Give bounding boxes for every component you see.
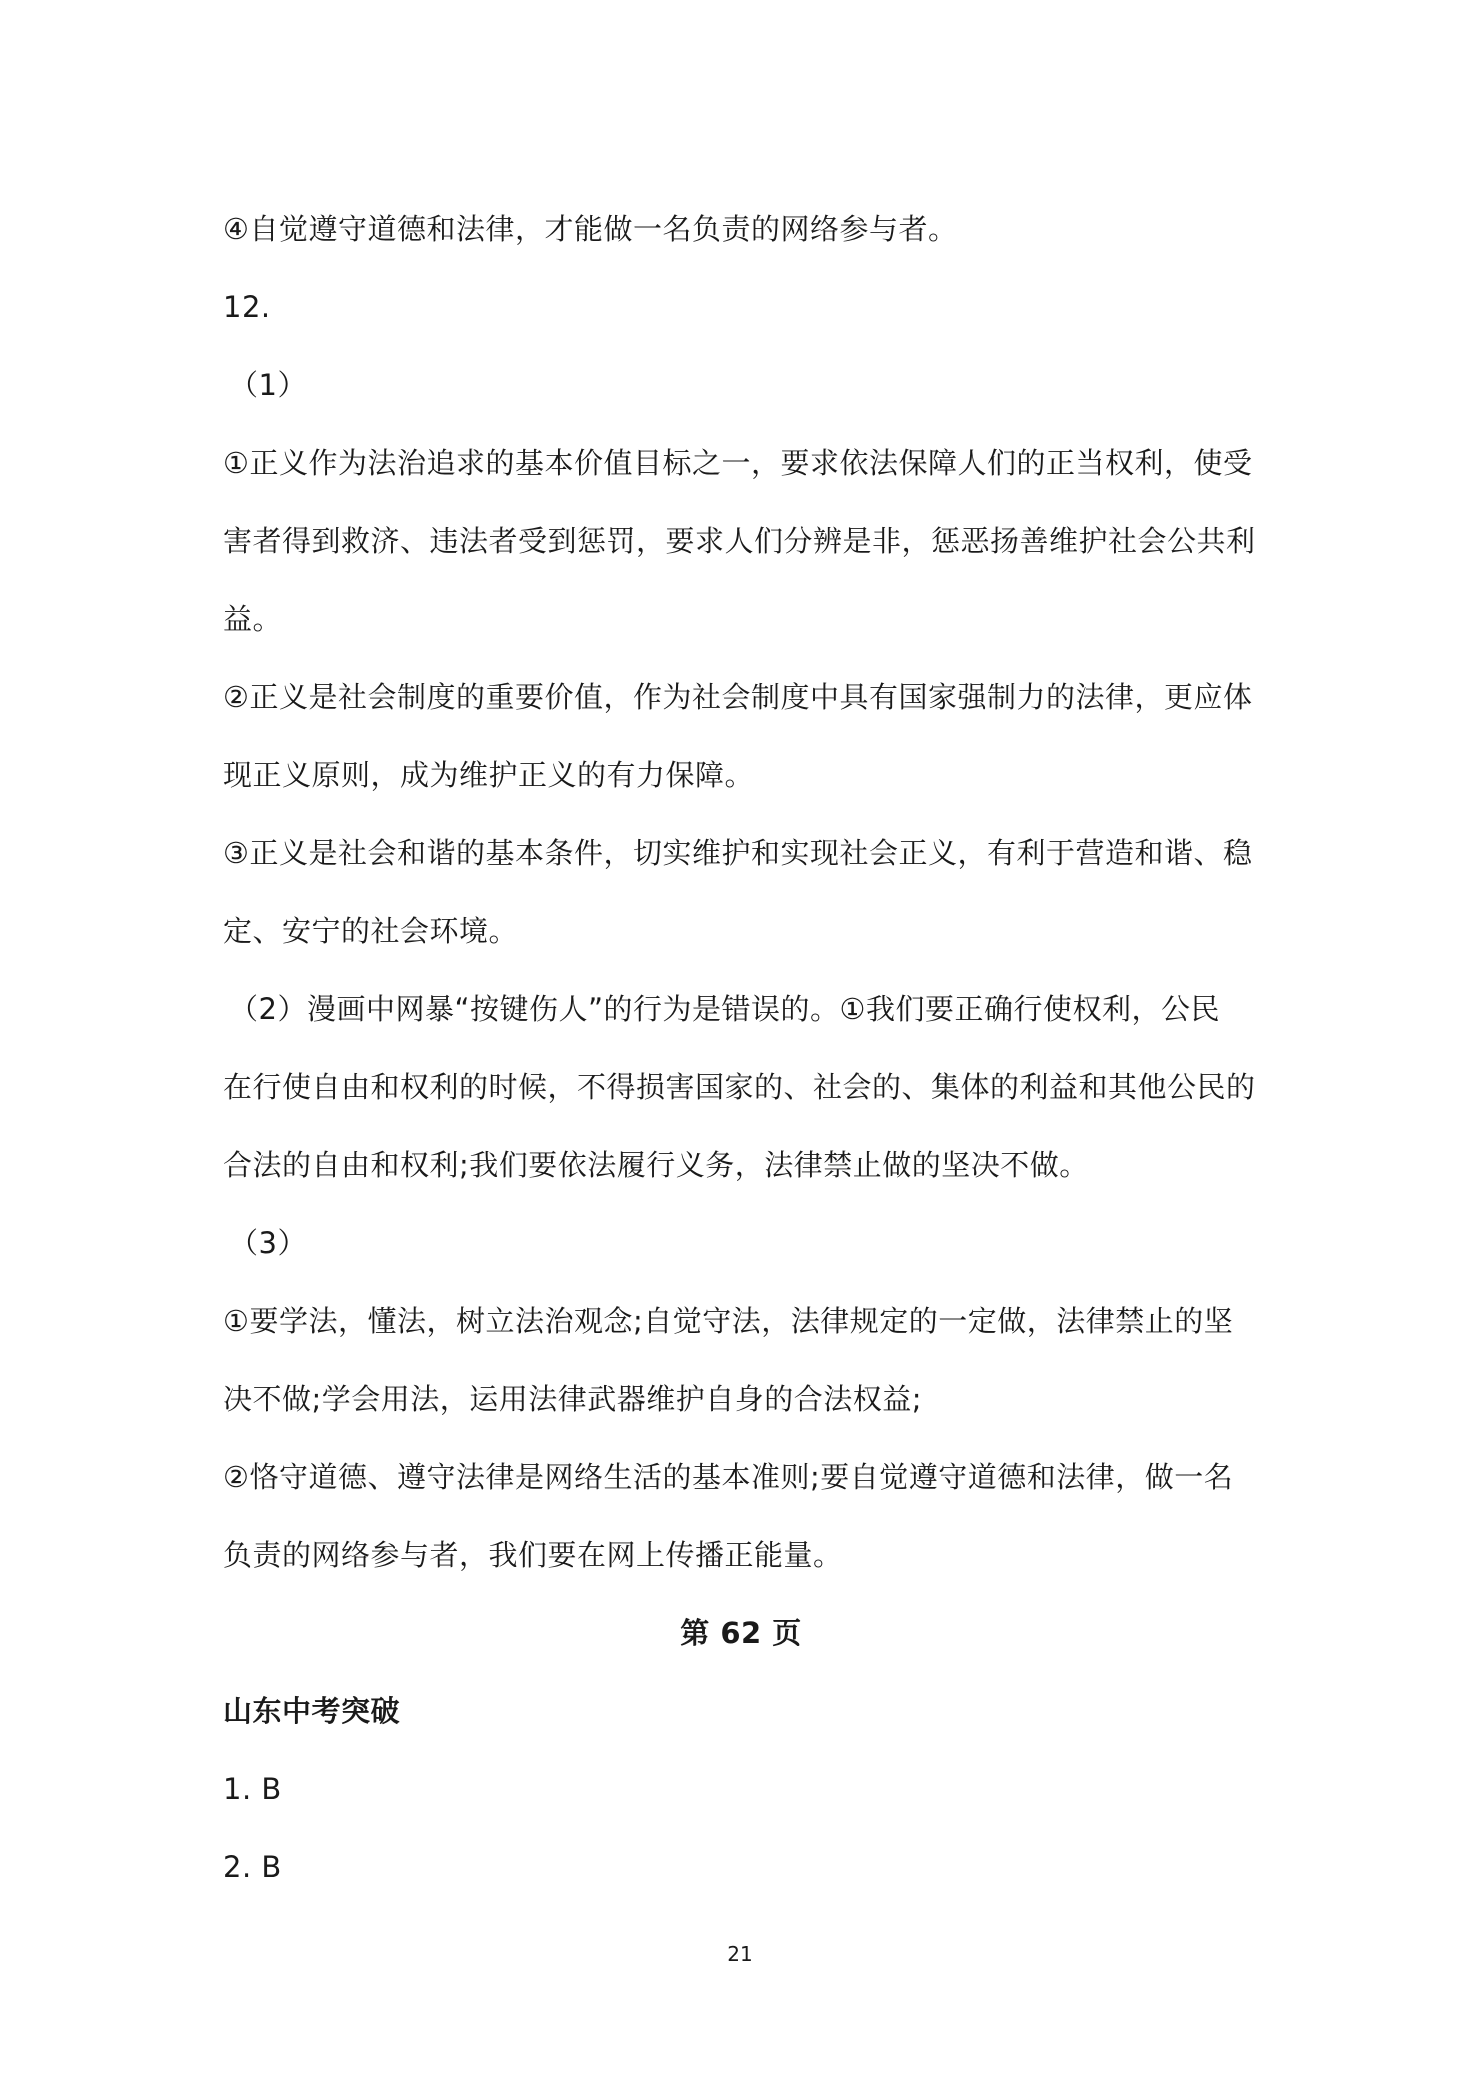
section-title: 第 62 页: [680, 1616, 802, 1650]
answer-line: 益。: [223, 602, 283, 636]
answer-item: 1. B: [223, 1772, 282, 1806]
answer-line: 害者得到救济、违法者受到惩罚，要求人们分辨是非，惩恶扬善维护社会公共利: [223, 524, 1256, 558]
answer-line: ①要学法，懂法，树立法治观念;自觉守法，法律规定的一定做，法律禁止的坚: [223, 1304, 1234, 1338]
page-number: 21: [727, 1942, 753, 1966]
answer-line: 现正义原则，成为维护正义的有力保障。: [223, 758, 755, 792]
answer-line: ②正义是社会制度的重要价值，作为社会制度中具有国家强制力的法律，更应体: [223, 680, 1253, 714]
answer-line: 负责的网络参与者，我们要在网上传播正能量。: [223, 1538, 843, 1572]
answer-line: ①正义作为法治追求的基本价值目标之一，要求依法保障人们的正当权利，使受: [223, 446, 1253, 480]
answer-line: （2）漫画中网暴“按键伤人”的行为是错误的。①我们要正确行使权利，公民: [229, 992, 1220, 1026]
answer-line: 在行使自由和权利的时候，不得损害国家的、社会的、集体的利益和其他公民的: [223, 1070, 1256, 1104]
answer-line: 定、安宁的社会环境。: [223, 914, 519, 948]
answer-line: ④自觉遵守道德和法律，才能做一名负责的网络参与者。: [223, 212, 958, 246]
answer-line: 决不做;学会用法，运用法律武器维护自身的合法权益;: [223, 1382, 923, 1416]
sub-question-label: （1）: [229, 368, 307, 402]
subsection-title: 山东中考突破: [223, 1694, 401, 1728]
answer-line: ③正义是社会和谐的基本条件，切实维护和实现社会正义，有利于营造和谐、稳: [223, 836, 1253, 870]
answer-item: 2. B: [223, 1850, 282, 1884]
sub-question-label: （3）: [229, 1226, 307, 1260]
answer-line: ②恪守道德、遵守法律是网络生活的基本准则;要自觉遵守道德和法律，做一名: [223, 1460, 1234, 1494]
document-body: [223, 190, 1259, 1906]
question-number: 12.: [223, 290, 271, 324]
answer-line: 合法的自由和权利;我们要依法履行义务，法律禁止做的坚决不做。: [223, 1148, 1089, 1182]
